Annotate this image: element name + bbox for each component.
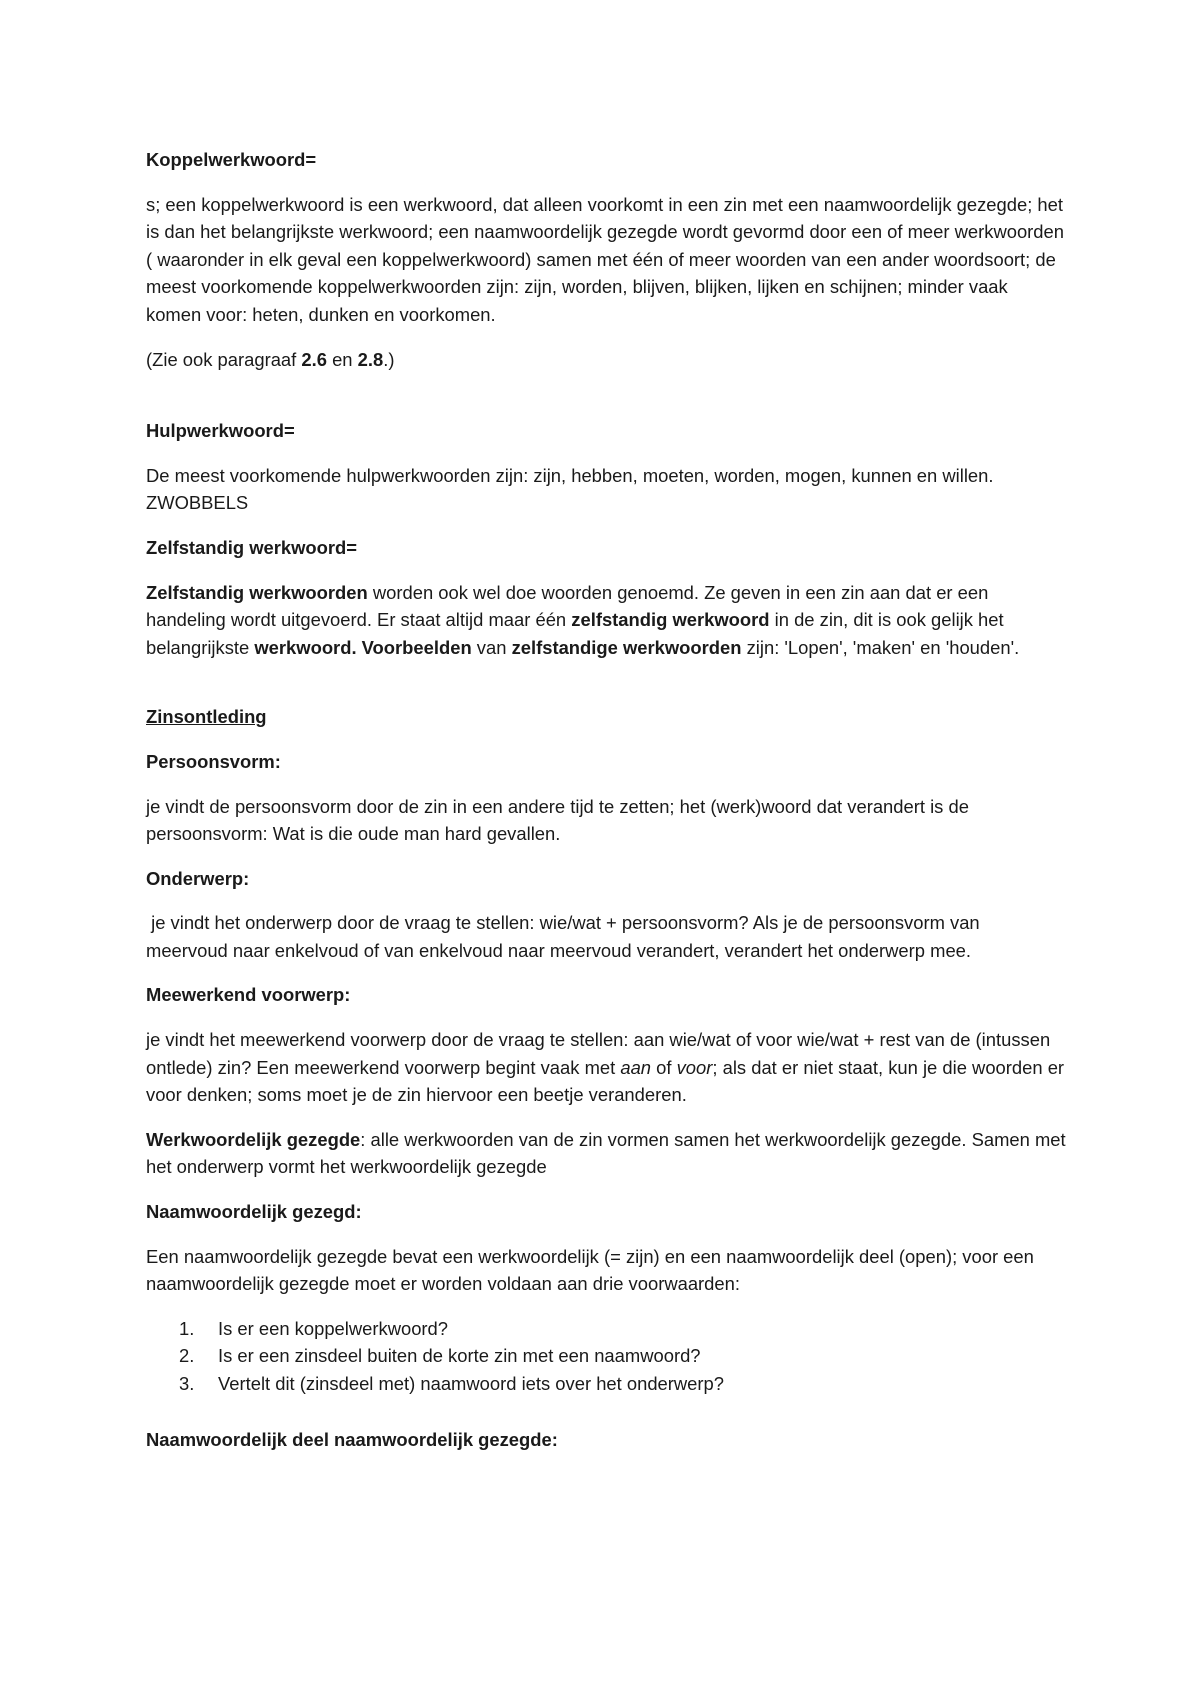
list-number: 1. <box>179 1317 195 1339</box>
meewerkend-text-3: ; als dat er niet staat, kun je die woorden er voor denken; soms moet je de zin hiervoor een beetje veranderen. <box>146 1056 1065 1106</box>
zelfstandig-text-3: van <box>471 636 512 658</box>
zelfstandig-text-4: zijn: 'Lopen', 'maken' en 'houden'. <box>741 636 1020 658</box>
list-number: 3. <box>179 1373 195 1394</box>
naamwoordelijk-gezegde-explanation: Een naamwoordelijk gezegde bevat een werkwoordelijk (= zijn) en een naamwoordelijk deel (open); voor een naamwoordelijk gezegde moet er worden voldaan aan drie voorwaarden: <box>146 1245 1034 1295</box>
heading-meewerkend-voorwerp: Meewerkend voorwerp: <box>146 984 351 1006</box>
heading-onderwerp: Onderwerp: <box>146 867 250 889</box>
list-item <box>146 1315 1066 1343</box>
werkwoordelijk-gezegde-paragraph <box>146 1126 1066 1181</box>
zelfstandig-text-2: in de zin, dit is ook gelijk het belangrijkste <box>146 609 1004 658</box>
onderwerp-explanation: je vindt het onderwerp door de vraag te stellen: wie/wat + persoonsvorm? Als je de persoonsvorm van meervoud naar enkelvoud of van enkelvoud naar meervoud verandert, verandert het onderwerp mee. <box>146 912 985 961</box>
meewerkend-text-1: je vindt het meewerkend voorwerp door de vraag te stellen: aan wie/wat of voor wie/wat + rest van de (intussen ontlede) zin? Een meewerkend voorwerp begint vaak met <box>146 1029 1051 1078</box>
reference-text: (Zie ook paragraaf <box>146 348 302 370</box>
paragraph-reference <box>146 346 1066 374</box>
list-number: 2. <box>179 1345 195 1367</box>
term-zelfstandig-werkwoorden: Zelfstandig werkwoorden <box>146 581 368 603</box>
reference-paragraph-2: 2.8 <box>357 348 384 370</box>
heading-naamwoordelijk-gezegd: Naamwoordelijk gezegd: <box>146 1201 362 1223</box>
conditions-list <box>146 1315 1066 1398</box>
term-zelfstandige-werkwoorden: zelfstandige werkwoorden <box>511 636 742 658</box>
term-zelfstandig-werkwoord: zelfstandig werkwoord <box>571 609 770 631</box>
heading-zelfstandig-werkwoord: Zelfstandig werkwoord= <box>146 536 358 558</box>
term-voor: voor <box>676 1056 713 1078</box>
heading-koppelwerkwoord: Koppelwerkwoord= <box>146 149 317 170</box>
list-item <box>146 1370 1066 1398</box>
reference-close: .) <box>383 348 395 370</box>
koppelwerkwoord-definition: s; een koppelwerkwoord is een werkwoord, dat alleen voorkomt in een zin met een naamwoordelijk gezegde; het is dan het belangrijkste werkwoord; een naamwoordelijk gezegde wordt gevormd door een of meer werkwoorden ( waaronder in elk geval een koppelwerkwoord) samen met één of meer woorden van een ander woordsoort; de meest voorkomende koppelwerkwoorden zijn: zijn, worden, blijven, blijken, lijken en schijnen; minder vaak komen voor: heten, dunken en voorkomen. <box>146 193 1064 325</box>
document-content <box>146 146 1066 1453</box>
heading-persoonsvorm: Persoonsvorm: <box>146 750 281 772</box>
heading-naamwoordelijk-deel: Naamwoordelijk deel naamwoordelijk gezegde: <box>146 1428 558 1450</box>
heading-hulpwerkwoord: Hulpwerkwoord= <box>146 420 295 442</box>
zelfstandig-text-1: worden ook wel doe woorden genoemd. Ze geven in een zin aan dat er een handeling wordt uitgevoerd. Er staat altijd maar één <box>146 581 989 631</box>
meewerkend-text-2: of <box>651 1056 677 1078</box>
list-item <box>146 1342 1066 1370</box>
list-text: Vertelt dit (zinsdeel met) naamwoord iets over het onderwerp? <box>218 1373 724 1394</box>
list-text: Is er een zinsdeel buiten de korte zin met een naamwoord? <box>218 1345 701 1367</box>
section-title-zinsontleding: Zinsontleding <box>146 706 267 728</box>
list-text: Is er een koppelwerkwoord? <box>218 1317 449 1339</box>
persoonsvorm-explanation: je vindt de persoonsvorm door de zin in een andere tijd te zetten; het (werk)woord dat verandert is de persoonsvorm: Wat is die oude man hard gevallen. <box>146 795 969 845</box>
meewerkend-voorwerp-explanation <box>146 1026 1066 1109</box>
heading-werkwoordelijk-gezegde: Werkwoordelijk gezegde <box>146 1128 361 1150</box>
reference-paragraph-1: 2.6 <box>301 348 327 370</box>
werkwoordelijk-gezegde-explanation: : alle werkwoorden van de zin vormen samen het werkwoordelijk gezegde. Samen met het onderwerp vormt het werkwoordelijk gezegde <box>146 1128 1066 1178</box>
hulpwerkwoord-definition: De meest voorkomende hulpwerkwoorden zijn: zijn, hebben, moeten, worden, mogen, kunnen en willen. ZWOBBELS <box>146 464 994 514</box>
zelfstandig-werkwoord-definition <box>146 579 1066 662</box>
reference-conjunction: en <box>326 348 358 370</box>
term-aan: aan <box>620 1056 652 1078</box>
term-werkwoord-voorbeelden: werkwoord. Voorbeelden <box>254 636 472 658</box>
